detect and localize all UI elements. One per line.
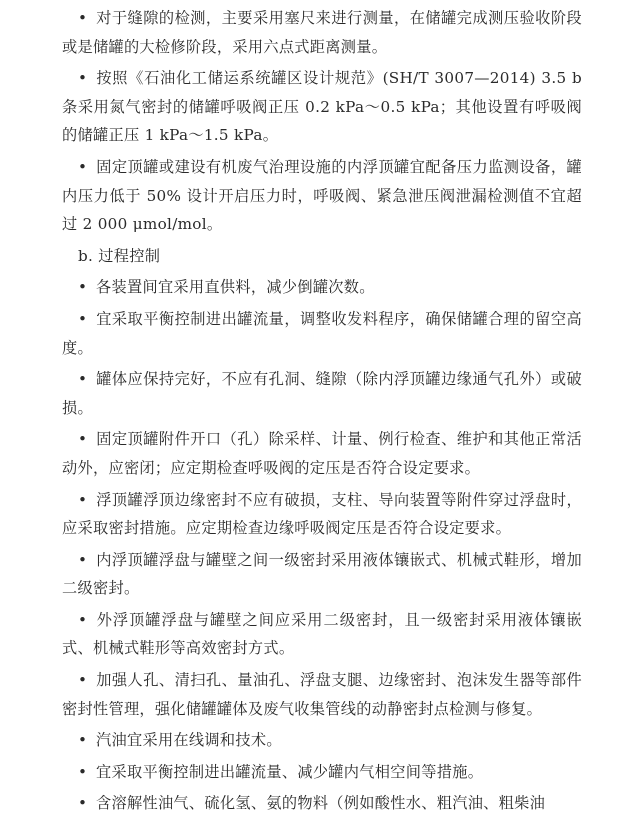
bullet-mark: • (78, 731, 88, 750)
paragraph-text: 含溶解性油气、硫化氢、氨的物料（例如酸性水、粗汽油、粗柴油 (96, 794, 546, 813)
paragraph-internal-floating-roof (62, 546, 582, 603)
paragraph-text: 固定顶罐或建设有机废气治理设施的内浮顶罐宜配备压力监测设备，罐内压力低于 50% 设计开启压力时，呼吸阀、紧急泄压阀泄漏检测值不宜超过 2 000 μmol/mol。 (62, 157, 582, 234)
bullet-mark: • (78, 278, 88, 297)
paragraph-text: 汽油宜采用在线调和技术。 (96, 731, 282, 750)
paragraph-direct-feed (62, 273, 582, 302)
bullet-mark: • (78, 370, 88, 389)
paragraph-reduce-vapor-space (62, 758, 582, 787)
paragraph-component-sealing (62, 666, 582, 723)
paragraph-flow-balance (62, 305, 582, 362)
paragraph-text: 对于缝隙的检测，主要采用塞尺来进行测量，在储罐完成测压验收阶段或是储罐的大检修阶段，采用六点式距离测量。 (62, 9, 582, 56)
paragraph-text: 固定顶罐附件开口（孔）除采样、计量、例行检查、维护和其他正常活动外，应密闭；应定期检查呼吸阀的定压是否符合设定要求。 (62, 430, 582, 477)
paragraph-breather-valve-pressure (62, 64, 582, 150)
text-body (62, 4, 582, 821)
bullet-mark: • (78, 671, 88, 690)
bullet-mark: • (78, 762, 88, 781)
paragraph-text: 罐体应保持完好，不应有孔洞、缝隙（除内浮顶罐边缘通气孔外）或破损。 (62, 370, 582, 417)
paragraph-text: 内浮顶罐浮盘与罐壁之间一级密封采用液体镶嵌式、机械式鞋形，增加二级密封。 (62, 550, 582, 598)
bullet-mark: • (78, 9, 88, 27)
paragraph-text: 各装置间宜采用直供料，减少倒罐次数。 (96, 278, 375, 297)
paragraph-pressure-monitoring (62, 153, 582, 239)
paragraph-text: 宜采取平衡控制进出罐流量，调整收发料程序，确保储罐合理的留空高度。 (62, 309, 582, 357)
paragraph-text: 浮顶罐浮顶边缘密封不应有破损，支柱、导向装置等附件穿过浮盘时，应采取密封措施。应定期检查边缘呼吸阀定压是否符合设定要求。 (62, 490, 582, 538)
paragraph-dissolved-gas-materials (62, 789, 582, 818)
paragraph-external-floating-roof (62, 606, 582, 663)
bullet-mark: • (78, 610, 88, 629)
paragraph-floating-roof-seal (62, 486, 582, 543)
paragraph-fixed-roof-openings (62, 425, 582, 482)
bullet-mark: • (78, 550, 88, 569)
paragraph-online-blending (62, 726, 582, 755)
section-heading-process-control (62, 242, 582, 271)
heading-text: b. 过程控制 (78, 246, 161, 265)
paragraph-text: 宜采取平衡控制进出罐流量、减少罐内气相空间等措施。 (96, 762, 484, 781)
bullet-mark: • (78, 430, 88, 449)
bullet-mark: • (78, 69, 88, 88)
bullet-mark: • (78, 309, 88, 328)
paragraph-text: 外浮顶罐浮盘与罐壁之间应采用二级密封，且一级密封采用液体镶嵌式、机械式鞋形等高效密封方式。 (62, 610, 582, 658)
paragraph-text: 按照《石油化工储运系统罐区设计规范》(SH/T 3007—2014) 3.5 b 条采用氮气密封的储罐呼吸阀正压 0.2 kPa～0.5 kPa；其他设置有呼吸阀的储罐正压 1 kPa～1.5 kPa。 (62, 69, 582, 145)
paragraph-tank-integrity (62, 365, 582, 422)
paragraph-text: 加强人孔、清扫孔、量油孔、浮盘支腿、边缘密封、泡沫发生器等部件密封性管理，强化储罐罐体及废气收集管线的动静密封点检测与修复。 (62, 671, 582, 718)
bullet-mark: • (78, 157, 88, 176)
paragraph-gap-detection (62, 4, 582, 61)
bullet-mark: • (78, 490, 88, 509)
bullet-mark: • (78, 794, 88, 813)
